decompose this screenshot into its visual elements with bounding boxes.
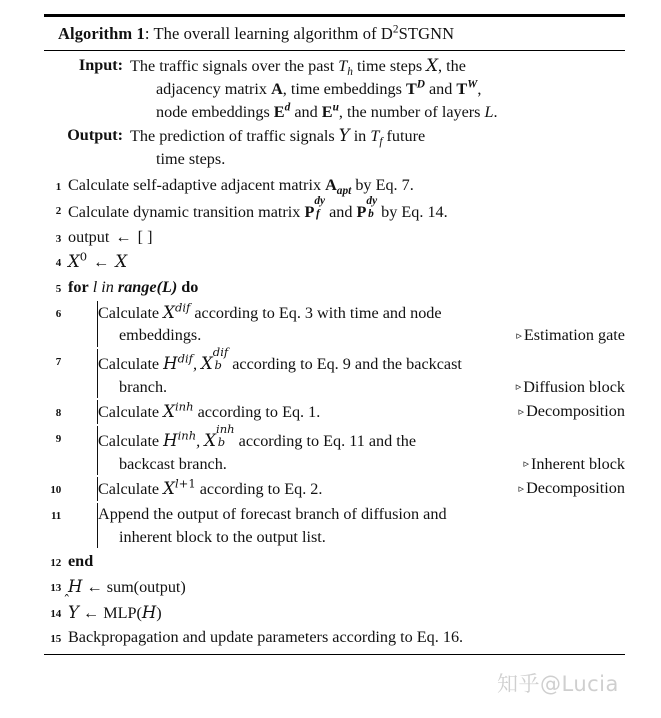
input-line-3: node embeddings $E^d$ and $E^u$, the number of layers L.	[156, 101, 498, 121]
keyword-for: for	[68, 278, 89, 297]
line-number: 3	[55, 232, 61, 245]
caption-label: Algorithm 1	[58, 24, 145, 43]
line-body: Calculate $H^{inh}$, X inh b according to Eq. 11 and the ▹ Inherent block backcast branch.	[68, 426, 625, 475]
line-number: 11	[51, 510, 61, 523]
caption-title-superscript: 2	[392, 23, 399, 36]
keyword-end: end	[68, 552, 94, 571]
line-body: output ← [ ]	[68, 227, 153, 246]
line-number: 4	[55, 257, 61, 270]
step-hint: ▹ Diffusion block	[515, 377, 625, 396]
line-body: H ← sum(output)	[68, 577, 186, 597]
loop-bar	[97, 503, 98, 548]
line-number: 14	[50, 607, 61, 620]
step-hint: ▹ Decomposition	[518, 479, 625, 498]
step-line	[44, 344, 625, 398]
input-row	[44, 54, 625, 124]
line-body: ▹ Decomposition Calculate $X^{inh}$ according to Eq. 1.	[68, 400, 625, 424]
step-line-end	[44, 548, 625, 573]
input-line-2: adjacency matrix A, time embeddings $T^D$ and $T^W$,	[156, 78, 482, 98]
line-body: Calculate $X^{dif}$ according to Eq. 3 with time and node ▹ Estimation gate embeddings.	[68, 301, 625, 347]
line-number: 10	[50, 484, 61, 497]
loop-bar	[97, 301, 98, 347]
step-line	[44, 299, 625, 347]
hint-marker-icon: ▹	[518, 482, 525, 495]
hint-marker-icon: ▹	[515, 381, 522, 394]
loop-bar	[97, 349, 98, 398]
line-body: Calculate $H^{dif}$, X dif b according to Eq. 9 and the backcast ▹ Diffusion block branch.	[68, 349, 625, 398]
step-line	[44, 196, 625, 223]
keyword-do: do	[181, 278, 199, 297]
line-body: Append the output of forecast branch of diffusion and inherent block to the output list.	[68, 503, 625, 548]
rule-bottom	[44, 654, 625, 655]
step-line	[44, 172, 625, 197]
line-body: Backpropagation and update parameters according to Eq. 16.	[68, 628, 464, 647]
input-value	[130, 54, 625, 124]
line-number: 9	[55, 433, 61, 446]
line-body: for l in range(L) do	[68, 278, 199, 297]
input-label: Input:	[78, 55, 123, 74]
line-number: 7	[55, 356, 61, 369]
step-line	[44, 501, 625, 548]
step-line	[44, 421, 625, 475]
hint-marker-icon: ▹	[516, 329, 522, 342]
line-body: Calculate self-adaptive adjacent matrix $A_{apt}$ by Eq. 7.	[68, 175, 414, 197]
input-line-1: The traffic signals over the past $T_h$ time steps X, the	[130, 55, 466, 78]
step-line	[44, 248, 625, 274]
line-number: 6	[55, 307, 61, 320]
hint-marker-icon: ▹	[523, 458, 530, 471]
step-line	[44, 224, 625, 249]
caption-title-part-b: STGNN	[398, 24, 455, 43]
caption-separator: :	[144, 24, 154, 43]
watermark: 知乎@Lucia	[497, 672, 619, 696]
line-number: 2	[55, 205, 61, 218]
loop-bar	[97, 426, 98, 475]
line-body: $X^0$ ← X	[68, 249, 128, 272]
output-value	[130, 124, 625, 171]
line-body	[68, 550, 625, 573]
step-line	[44, 475, 625, 501]
step-hint: ▹ Estimation gate	[516, 326, 625, 345]
output-line-1: The prediction of traffic signals Y in $T_f$ future	[130, 125, 426, 148]
line-number: 12	[50, 557, 61, 570]
step-hint: ▹ Decomposition	[518, 402, 625, 421]
algorithm-caption	[44, 17, 625, 50]
algorithm-block	[44, 14, 625, 655]
line-number: 8	[55, 407, 61, 420]
line-body: ▹ Decomposition Calculate $X^{l+1}$ according to Eq. 2.	[68, 477, 625, 501]
loop-bar	[97, 400, 98, 424]
step-hint: ▹ Inherent block	[523, 454, 625, 473]
io-block	[44, 51, 625, 172]
line-body: Calculate dynamic transition matrix P dy f and P dy b by Eq. 14.	[68, 195, 448, 221]
output-row	[44, 124, 625, 171]
step-line	[44, 599, 625, 625]
line-body: Y ← MLP(H)	[68, 602, 162, 622]
line-number: 5	[55, 283, 61, 296]
step-line-for	[44, 274, 625, 299]
output-line-2: time steps.	[156, 149, 226, 168]
loop-bar	[97, 477, 98, 501]
hint-marker-icon: ▹	[518, 405, 525, 418]
step-line	[44, 398, 625, 424]
step-line	[44, 573, 625, 599]
line-number: 15	[50, 633, 61, 646]
step-line	[44, 624, 625, 649]
line-number: 1	[55, 180, 61, 193]
caption-title-part-a: The overall learning algorithm of D	[153, 24, 393, 43]
output-label: Output:	[67, 125, 123, 144]
line-number: 13	[50, 582, 61, 595]
